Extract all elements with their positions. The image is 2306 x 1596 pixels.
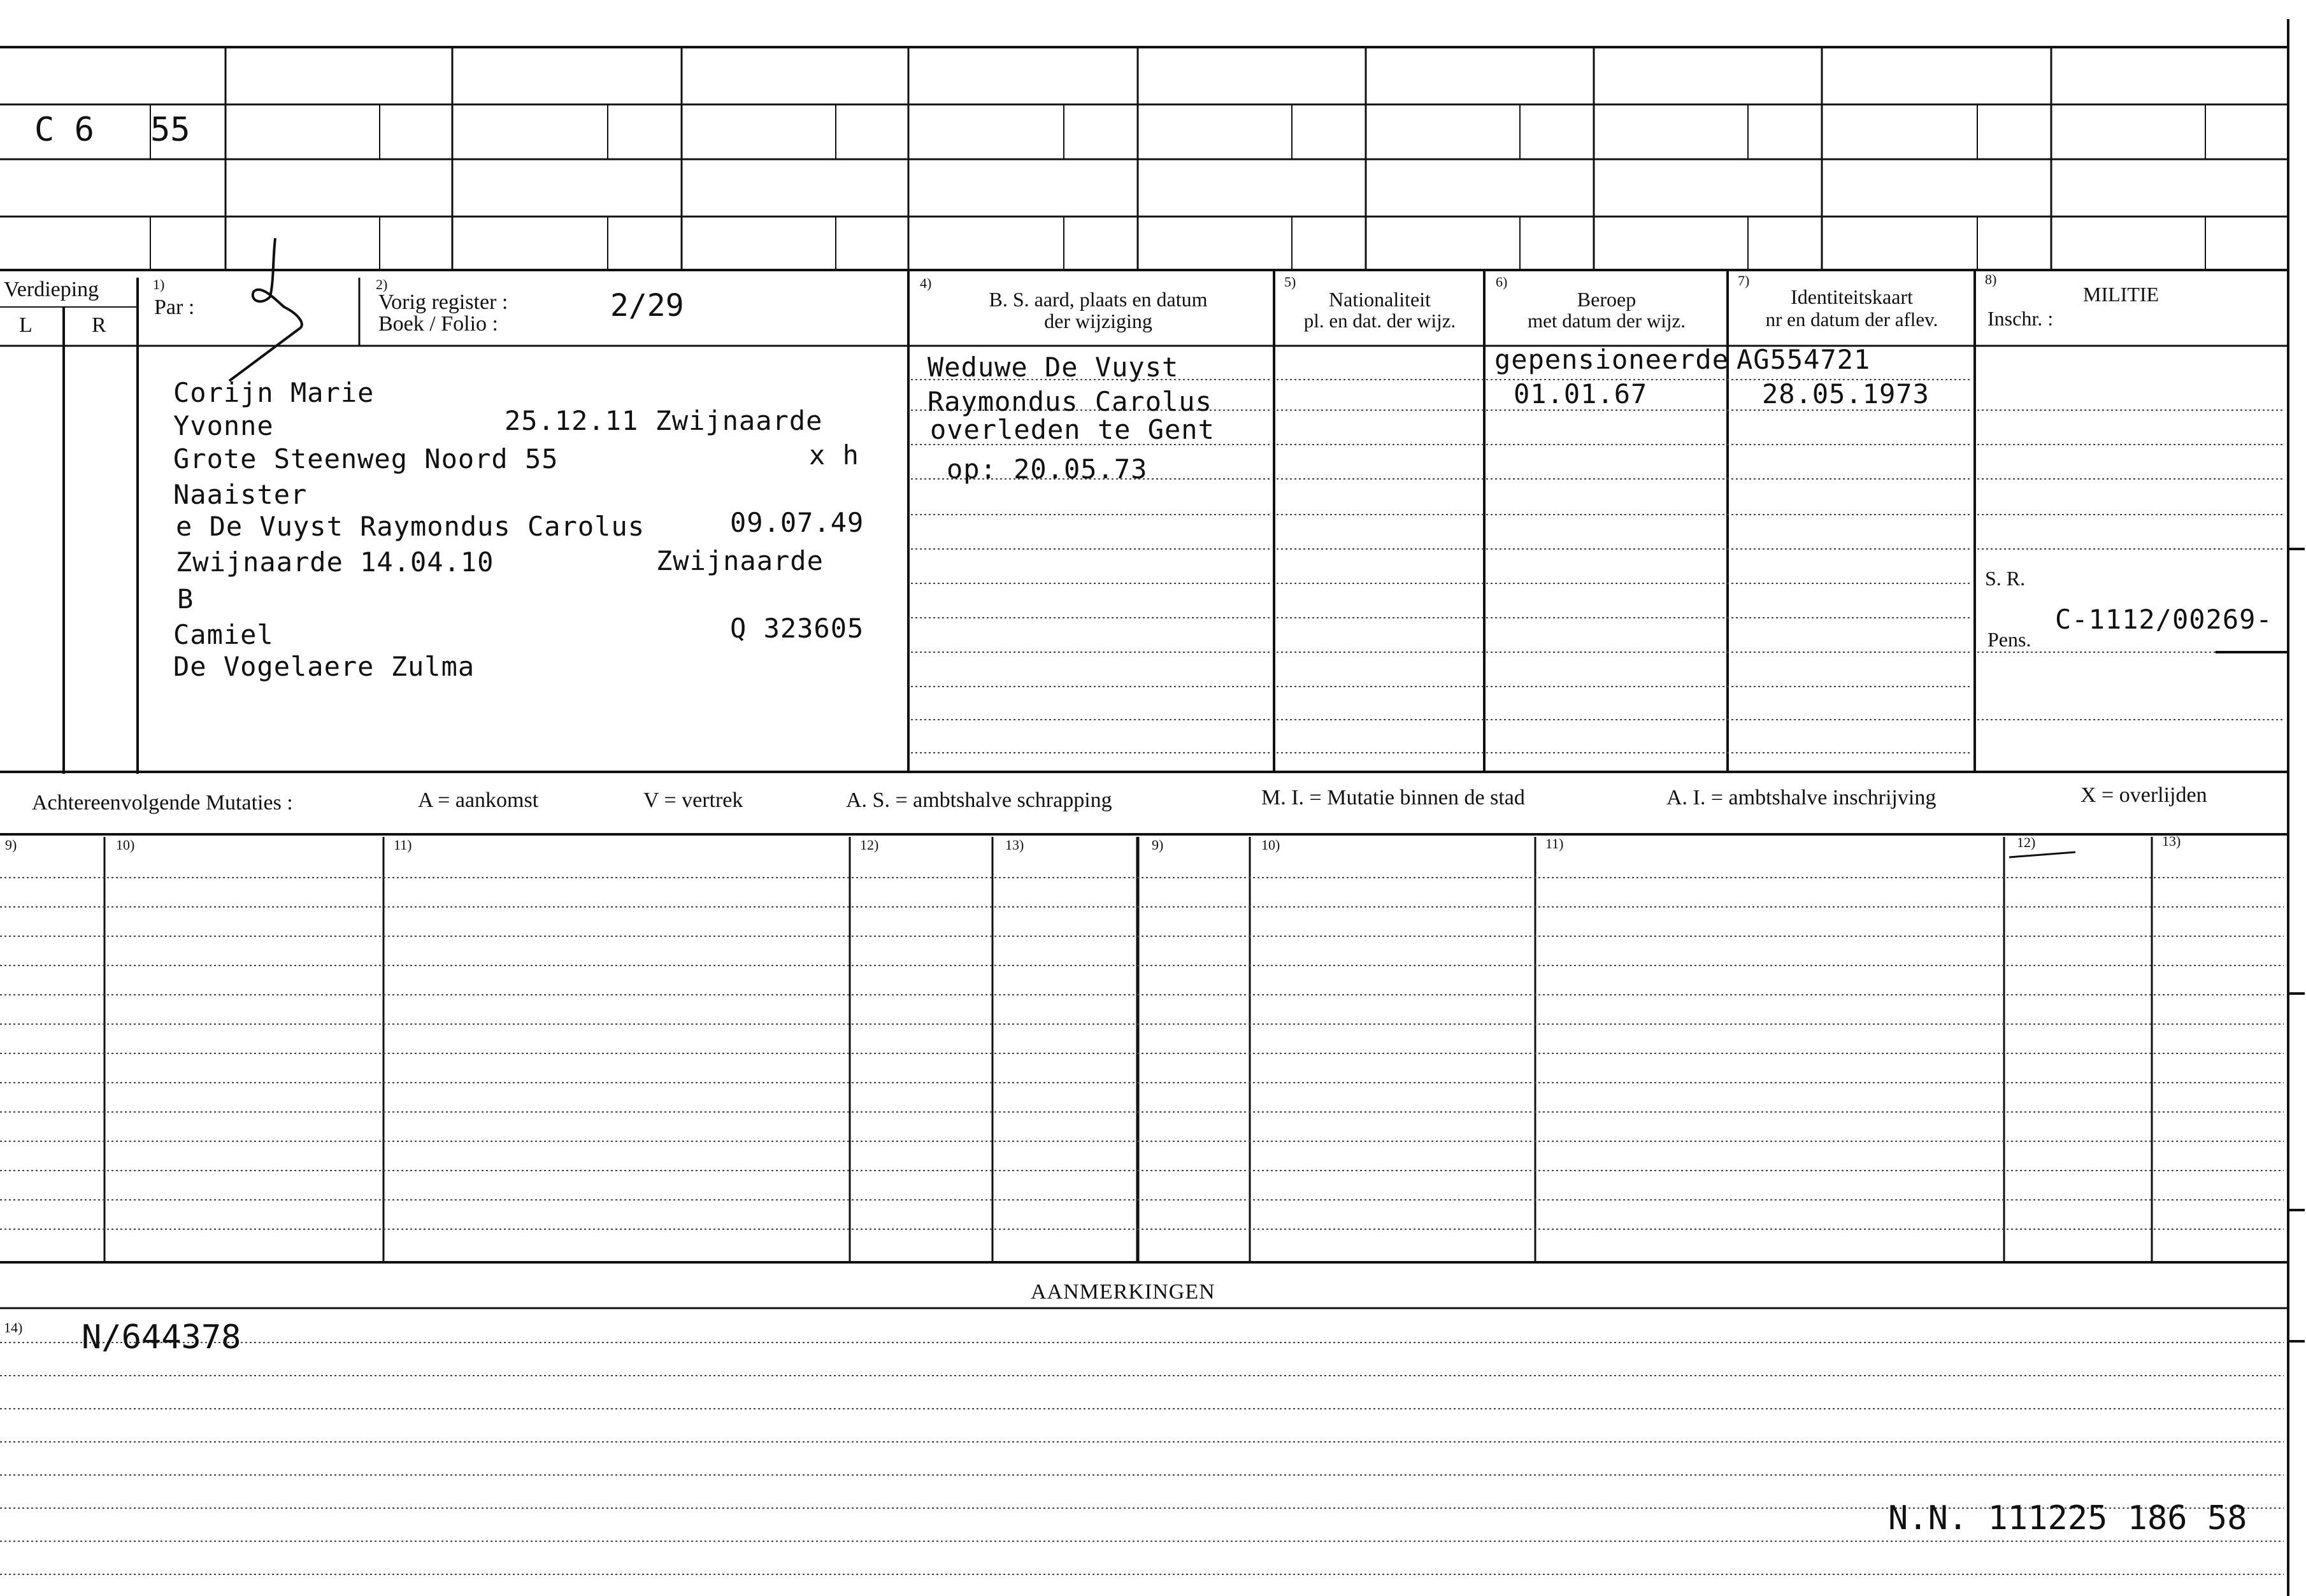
col-11-left: 11) (394, 837, 412, 853)
inschr-label: Inschr. : (1987, 307, 2054, 330)
beroep-date: 01.01.67 (1514, 378, 1648, 410)
field-number-2: 2) (376, 276, 388, 292)
surname-given-names: Corijn Marie (173, 377, 375, 408)
vorig-register-label: Vorig register : (378, 290, 508, 314)
legend-x: X = overlijden (2080, 783, 2207, 807)
nationaliteit-header-line2: pl. en dat. der wijz. (1303, 310, 1456, 332)
mother-name: De Vogelaere Zulma (173, 651, 475, 682)
verdieping-header: Verdieping (4, 278, 99, 301)
sr-label: S. R. (1985, 567, 2026, 590)
field-number-6: 6) (1496, 274, 1508, 290)
col-10-left: 10) (116, 837, 135, 853)
field-number-14: 14) (4, 1320, 23, 1336)
legend-as: A. S. = ambtshalve schrapping (846, 788, 1112, 812)
col-13-right: 13) (2162, 833, 2181, 849)
bs-line-2: Raymondus Carolus (927, 386, 1212, 417)
pension-number: C-1112/00269- (2055, 604, 2273, 635)
id-card-number: AG554721 (1737, 344, 1871, 375)
address: Grote Steenweg Noord 55 (173, 443, 559, 474)
mutations-legend-title: Achtereenvolgende Mutaties : (32, 791, 293, 815)
verdieping-l-header: L (19, 313, 32, 337)
boek-folio-label: Boek / Folio : (378, 312, 498, 336)
pens-label: Pens. (1987, 628, 2031, 651)
beroep-header-line2: met datum der wijz. (1528, 310, 1686, 332)
col-9-left: 9) (5, 837, 17, 853)
nationaliteit-header-line1: Nationaliteit (1329, 288, 1431, 311)
handwritten-arrow-stroke (229, 329, 299, 381)
col-13-left: 13) (1005, 837, 1024, 853)
occupation: Naaister (173, 479, 308, 510)
identiteitskaart-header-line1: Identiteitskaart (1791, 285, 1913, 308)
field-number-1: 1) (153, 276, 165, 292)
verdieping-r-header: R (92, 313, 106, 337)
legend-a: A = aankomst (418, 788, 539, 812)
birth-date-place: 25.12.11 Zwijnaarde (505, 405, 823, 436)
second-given-name: Yvonne (173, 410, 274, 441)
bs-header-line2: der wijziging (1044, 310, 1152, 332)
beroep-header-line1: Beroep (1577, 288, 1636, 311)
col-12-left: 12) (860, 837, 879, 853)
col-9-right: 9) (1152, 837, 1164, 853)
field-number-8: 8) (1985, 271, 1997, 287)
bs-header-line1: B. S. aard, plaats en datum (989, 288, 1208, 311)
father-name: Camiel (173, 619, 274, 650)
national-number: N.N. 111225 186 58 (1888, 1499, 2247, 1537)
legend-mi: M. I. = Mutatie binnen de stad (1261, 786, 1525, 809)
aanmerkingen-header: AANMERKINGEN (1031, 1280, 1215, 1304)
marriage-date: 09.07.49 (730, 507, 864, 538)
militie-header: MILITIE (2083, 283, 2159, 306)
col-11-right: 11) (1545, 836, 1564, 851)
bs-line-4: op: 20.05.73 (947, 453, 1148, 485)
handwritten-par-mark (253, 238, 302, 329)
col-10-right: 10) (1261, 837, 1280, 853)
field-number-7: 7) (1738, 273, 1750, 289)
index-code-number: 55 (150, 111, 190, 149)
bs-line-1: Weduwe De Vuyst (927, 352, 1179, 383)
spouse-birth: Zwijnaarde 14.04.10 (176, 546, 494, 578)
index-code-letter: C 6 (34, 111, 94, 149)
col-12-right: 12) (2017, 834, 2036, 850)
reference-number: Q 323605 (730, 613, 864, 644)
identiteitskaart-header-line2: nr en datum der aflev. (1765, 308, 1938, 331)
bs-line-3: overleden te Gent (930, 414, 1215, 445)
legend-v: V = vertrek (643, 788, 743, 812)
beroep-value: gepensioneerde (1494, 344, 1730, 375)
field-number-5: 5) (1284, 274, 1296, 290)
address-marker: x h (809, 439, 859, 471)
civil-status-code: B (177, 583, 194, 615)
legend-ai: A. I. = ambtshalve inschrijving (1666, 786, 1937, 809)
field-number-4: 4) (920, 275, 932, 291)
vorig-register-value: 2/29 (610, 288, 684, 324)
spouse: e De Vuyst Raymondus Carolus (176, 511, 645, 542)
remark-number: N/644378 (82, 1318, 241, 1357)
par-label: Par : (154, 296, 195, 319)
id-card-date: 28.05.1973 (1762, 378, 1930, 410)
marriage-place: Zwijnaarde (656, 545, 824, 576)
